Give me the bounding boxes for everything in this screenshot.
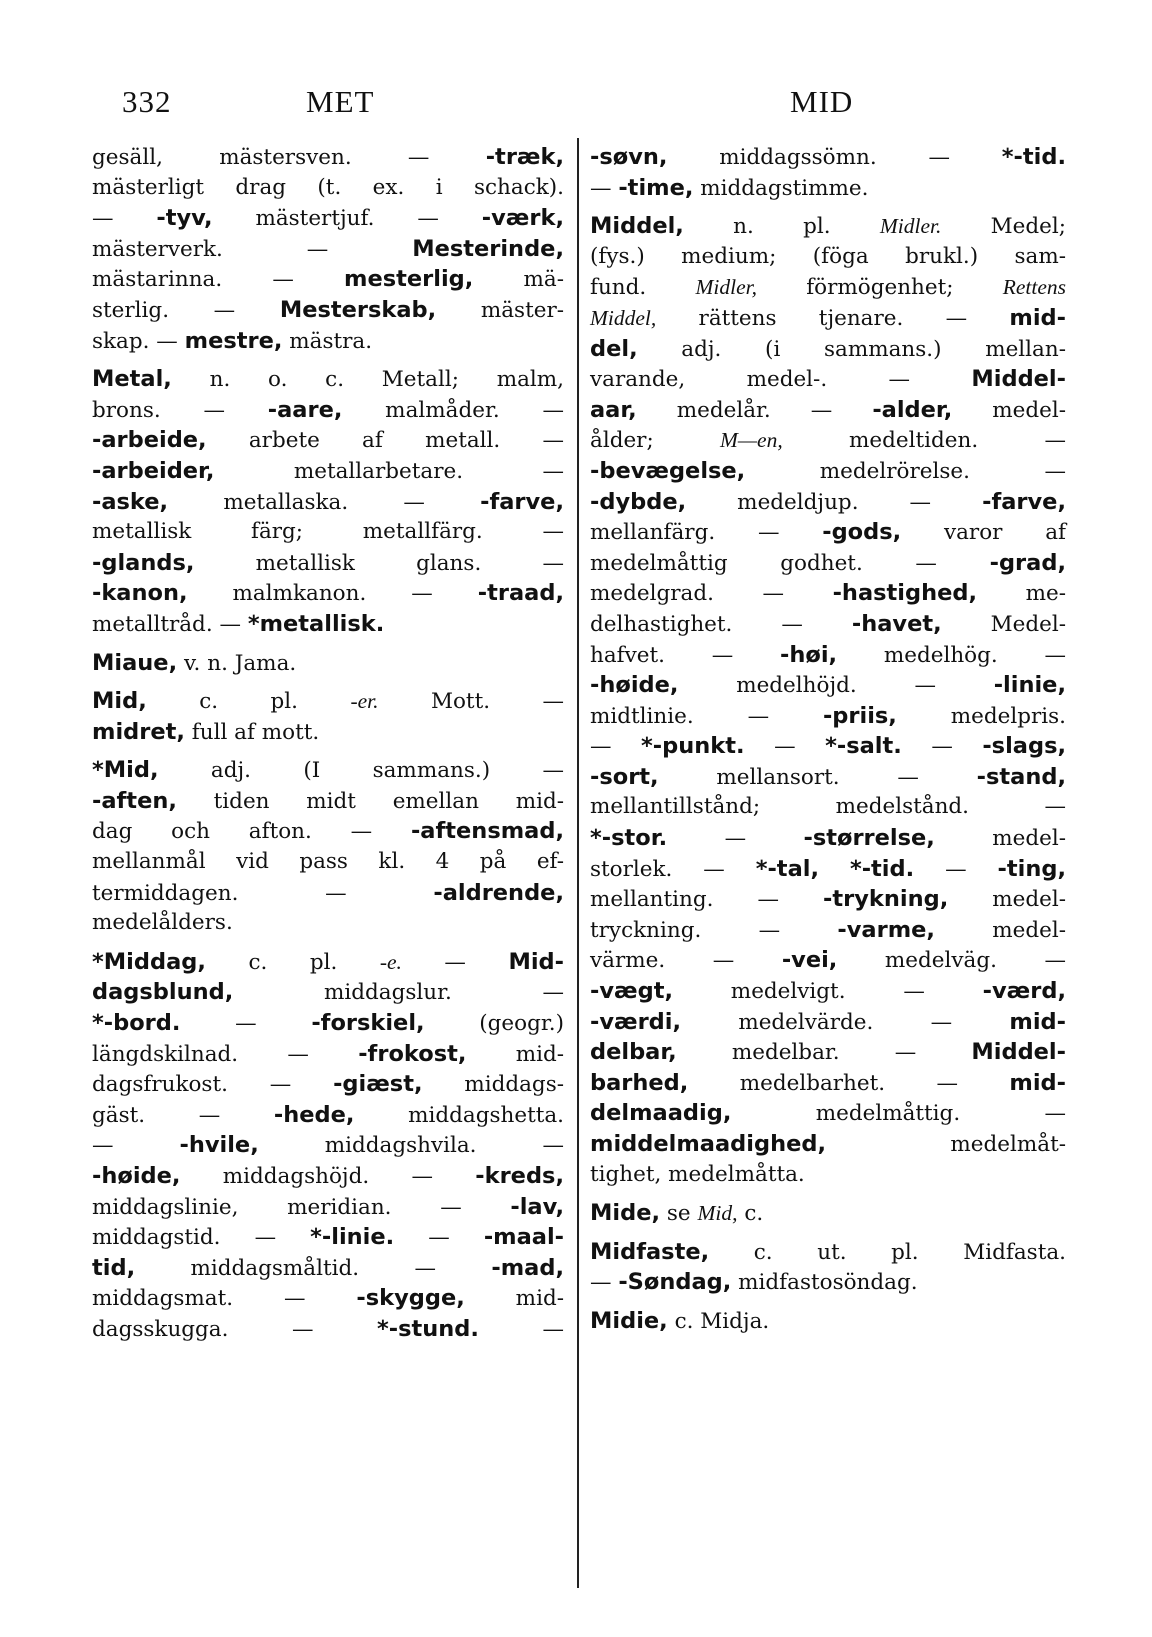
definition-text: — bbox=[92, 206, 157, 232]
headword: *Middag, bbox=[92, 948, 206, 975]
dictionary-line bbox=[590, 334, 1066, 365]
dictionary-line bbox=[92, 1253, 564, 1284]
definition-text: adj. (i sammans.) mellan- bbox=[637, 336, 1066, 362]
headword: -tyv, bbox=[156, 205, 213, 232]
definition-text: c. bbox=[737, 1201, 764, 1227]
definition-text: — bbox=[744, 734, 826, 760]
dictionary-line bbox=[92, 578, 564, 609]
dictionary-line bbox=[590, 1007, 1066, 1038]
dictionary-line bbox=[92, 548, 564, 579]
definition-text: gesäll, mästersven. — bbox=[92, 145, 486, 170]
headword: -giæst, bbox=[333, 1071, 423, 1098]
definition-text: malmåder. — bbox=[342, 397, 564, 423]
headword: -farve, bbox=[982, 488, 1066, 515]
definition-text: medel- bbox=[934, 917, 1066, 943]
dictionary-line bbox=[590, 303, 1066, 334]
definition-text: brons. — bbox=[92, 397, 268, 423]
headword: Mid, bbox=[92, 688, 147, 715]
definition-text: termiddagen. — bbox=[92, 880, 434, 906]
dictionary-line bbox=[590, 945, 1066, 976]
dictionary-line bbox=[92, 816, 564, 847]
headword: -arbeide, bbox=[92, 427, 207, 454]
headword: -linie, bbox=[993, 672, 1066, 699]
dictionary-line bbox=[92, 786, 564, 817]
dictionary-line bbox=[92, 977, 564, 1008]
dictionary-line bbox=[92, 425, 564, 456]
dictionary-line bbox=[92, 908, 564, 939]
dictionary-line bbox=[590, 823, 1066, 854]
definition-text: c. ut. pl. Midfasta. bbox=[709, 1239, 1066, 1265]
dictionary-line bbox=[92, 295, 564, 326]
definition-text: mästra. bbox=[282, 328, 373, 354]
headword: -trykning, bbox=[823, 886, 949, 913]
italic-text: Midler, bbox=[695, 275, 757, 300]
headword: mid- bbox=[1009, 1008, 1066, 1035]
dictionary-line bbox=[92, 1161, 564, 1192]
dictionary-line bbox=[590, 211, 1066, 242]
definition-text: metalltråd. — bbox=[92, 611, 248, 637]
headword: -vægt, bbox=[590, 978, 673, 1005]
headword: -vei, bbox=[781, 947, 838, 974]
definition-text: medel- bbox=[934, 826, 1066, 852]
headword: dagsblund, bbox=[92, 979, 234, 1006]
headword: -sort, bbox=[590, 763, 659, 790]
headword: -skygge, bbox=[356, 1285, 465, 1312]
definition-text: medelvärde. — bbox=[681, 1009, 1010, 1035]
definition-text: medelbar. — bbox=[676, 1040, 972, 1066]
definition-text: mästarinna. — bbox=[92, 267, 345, 293]
definition-text: middagshetta. bbox=[354, 1102, 564, 1128]
dictionary-line bbox=[92, 142, 564, 173]
definition-text: mellansort. — bbox=[658, 764, 977, 790]
dictionary-line bbox=[92, 264, 564, 295]
dictionary-line bbox=[92, 234, 564, 265]
headword: -høi, bbox=[780, 641, 838, 668]
headword: -priis, bbox=[822, 702, 897, 729]
definition-text: adj. (I sammans.) — bbox=[158, 758, 564, 784]
definition-text: hafvet. — bbox=[590, 642, 781, 668]
definition-text: — bbox=[180, 1011, 312, 1037]
dictionary-line bbox=[590, 1237, 1066, 1268]
column-divider bbox=[577, 138, 579, 1588]
dictionary-line bbox=[590, 1306, 1066, 1337]
headword: Midfaste, bbox=[590, 1238, 710, 1265]
headword: -mad, bbox=[491, 1254, 564, 1281]
headword: Metal, bbox=[92, 366, 172, 393]
dictionary-line bbox=[590, 854, 1066, 885]
headword: -kanon, bbox=[92, 580, 188, 607]
headword: Midie, bbox=[590, 1307, 668, 1334]
definition-text: (geogr.) bbox=[424, 1011, 565, 1037]
definition-text: metallaska. — bbox=[168, 489, 481, 515]
headword: Mesterinde, bbox=[412, 235, 564, 262]
definition-text: medelhöjd. — bbox=[678, 673, 994, 699]
italic-text: Middel, bbox=[590, 305, 657, 330]
dictionary-line bbox=[590, 792, 1066, 823]
headword: barhed, bbox=[590, 1069, 689, 1096]
dictionary-line bbox=[590, 1129, 1066, 1160]
definition-text: malmkanon. — bbox=[187, 581, 478, 607]
dictionary-line bbox=[590, 242, 1066, 273]
definition-text: middagsmat. — bbox=[92, 1286, 357, 1312]
definition-text: — bbox=[394, 1225, 484, 1251]
definition-text: me- bbox=[977, 581, 1066, 607]
dictionary-line bbox=[590, 548, 1066, 579]
definition-text: medeltiden. — bbox=[782, 428, 1066, 454]
definition-text: (fys.) medium; (föga brukl.) sam- bbox=[590, 243, 1066, 269]
dictionary-line bbox=[92, 878, 564, 909]
italic-text: -e. bbox=[379, 949, 402, 974]
definition-text: Medel; bbox=[941, 214, 1066, 240]
dictionary-line bbox=[590, 1068, 1066, 1099]
definition-text: tighet, medelmåtta. bbox=[590, 1161, 805, 1187]
headword: -kreds, bbox=[475, 1163, 564, 1189]
definition-text: metallarbetare. — bbox=[214, 458, 564, 484]
definition-text: dagsfrukost. — bbox=[92, 1072, 334, 1098]
definition-text: storlek. — bbox=[590, 856, 756, 882]
definition-text: middags- bbox=[422, 1072, 564, 1098]
definition-text: medeldjup. — bbox=[686, 489, 983, 515]
headword: mesterlig, bbox=[344, 266, 474, 293]
right-guide-word: MID bbox=[790, 84, 854, 119]
definition-text: medelgrad. — bbox=[590, 581, 833, 607]
definition-text: sterlig. — bbox=[92, 297, 280, 323]
headword: mid- bbox=[1009, 304, 1066, 331]
headword: -maal- bbox=[483, 1224, 565, 1251]
definition-text: c. pl. bbox=[205, 949, 380, 975]
dictionary-line bbox=[590, 1267, 1066, 1298]
dictionary-line bbox=[590, 1198, 1066, 1229]
dictionary-line bbox=[590, 1098, 1066, 1129]
definition-text: c. Midja. bbox=[667, 1308, 770, 1334]
definition-text: mid- bbox=[466, 1041, 564, 1067]
definition-text: middagslinie, meridian. — bbox=[92, 1194, 511, 1220]
headword: -søvn, bbox=[590, 144, 668, 170]
headword: -høide, bbox=[590, 672, 679, 699]
definition-text: middagssömn. — bbox=[667, 145, 1002, 170]
definition-text: medelhög. — bbox=[837, 642, 1066, 668]
dictionary-line bbox=[92, 326, 564, 357]
definition-text: mästerverk. — bbox=[92, 236, 413, 262]
headword: Mesterskab, bbox=[279, 296, 437, 323]
definition-text: mästerligt drag (t. ex. i schack). bbox=[92, 174, 564, 200]
headword: Middel- bbox=[971, 366, 1066, 393]
headword: del, bbox=[590, 335, 638, 362]
dictionary-line bbox=[92, 686, 564, 717]
definition-text: medelmåttig godhet. — bbox=[590, 550, 990, 576]
headword: Middel- bbox=[971, 1039, 1066, 1066]
definition-text: n. pl. bbox=[683, 214, 880, 240]
definition-text: tiden midt emellan mid- bbox=[176, 788, 564, 814]
definition-text: arbete af metall. — bbox=[206, 428, 564, 454]
definition-text: mästertjuf. — bbox=[212, 206, 482, 232]
headword: *Mid, bbox=[92, 757, 159, 784]
definition-text: medelår. — bbox=[636, 397, 873, 423]
headword: *metallisk. bbox=[247, 610, 385, 637]
dictionary-line bbox=[92, 1069, 564, 1100]
headword: -aare, bbox=[267, 396, 343, 423]
definition-text: — bbox=[914, 856, 998, 882]
headword: -frokost, bbox=[358, 1040, 467, 1067]
dictionary-line bbox=[92, 456, 564, 487]
definition-text: medelpris. bbox=[896, 703, 1066, 729]
dictionary-line bbox=[590, 578, 1066, 609]
definition-text: medelmåt- bbox=[826, 1132, 1066, 1157]
definition-text: tryckning. — bbox=[590, 917, 838, 943]
definition-text: — bbox=[478, 1316, 564, 1342]
dictionary-line bbox=[92, 173, 564, 204]
definition-text: medel- bbox=[948, 887, 1066, 913]
headword: aar, bbox=[590, 396, 637, 423]
definition-text: n. o. c. Metall; malm, bbox=[171, 367, 564, 393]
definition-text: — bbox=[590, 1270, 619, 1296]
definition-text: — bbox=[667, 826, 804, 852]
headword: *-tal, bbox=[755, 855, 820, 882]
dictionary-line bbox=[590, 272, 1066, 303]
dictionary-line bbox=[92, 364, 564, 395]
italic-text: Rettens bbox=[1002, 275, 1066, 300]
dictionary-line bbox=[92, 1314, 564, 1345]
dictionary-line bbox=[92, 1039, 564, 1070]
dictionary-line bbox=[92, 1100, 564, 1131]
headword: -værd, bbox=[982, 978, 1066, 1005]
definition-text: gäst. — bbox=[92, 1102, 274, 1128]
dictionary-line bbox=[590, 395, 1066, 426]
headword: mestre, bbox=[184, 327, 283, 354]
definition-text: ålder; bbox=[590, 428, 721, 454]
dictionary-line bbox=[92, 648, 564, 679]
definition-text: v. n. Jama. bbox=[177, 650, 297, 676]
headword: *-tid. bbox=[1001, 144, 1066, 170]
running-header bbox=[90, 84, 1080, 130]
definition-text: Medel- bbox=[941, 611, 1066, 637]
headword: -farve, bbox=[480, 488, 564, 515]
dictionary-line bbox=[590, 762, 1066, 793]
headword: -bevægelse, bbox=[590, 457, 746, 484]
definition-text: längdskilnad. — bbox=[92, 1041, 359, 1067]
headword: Middel, bbox=[590, 213, 684, 240]
dictionary-line bbox=[92, 1283, 564, 1314]
headword: -værdi, bbox=[590, 1008, 682, 1035]
definition-text: mellanmål vid pass kl. 4 på ef- bbox=[92, 849, 564, 875]
headword: -høide, bbox=[92, 1163, 181, 1189]
headword: *-stor. bbox=[590, 825, 668, 852]
dictionary-line bbox=[92, 1130, 564, 1161]
definition-text: medelvigt. — bbox=[673, 979, 983, 1005]
dictionary-line bbox=[590, 364, 1066, 395]
definition-text: värme. — bbox=[590, 948, 782, 974]
headword: delmaadig, bbox=[590, 1100, 732, 1127]
definition-text: dag och afton. — bbox=[92, 819, 411, 845]
dictionary-line bbox=[590, 976, 1066, 1007]
definition-text: medelmåttig. — bbox=[731, 1101, 1066, 1127]
headword: -aftensmad, bbox=[410, 818, 564, 845]
headword: -Søndag, bbox=[618, 1269, 732, 1296]
definition-text: metallisk glans. — bbox=[194, 550, 564, 576]
definition-text: dagsskugga. — bbox=[92, 1316, 378, 1342]
headword: -alder, bbox=[872, 396, 953, 423]
definition-text bbox=[819, 857, 850, 882]
dictionary-line bbox=[590, 915, 1066, 946]
dictionary-line bbox=[92, 755, 564, 786]
dictionary-line bbox=[92, 717, 564, 748]
headword: -forskiel, bbox=[311, 1010, 425, 1037]
definition-text: c. pl. bbox=[146, 689, 351, 715]
definition-text: middagsmåltid. — bbox=[135, 1255, 492, 1281]
definition-text: rättens tjenare. — bbox=[656, 305, 1010, 331]
dictionary-line bbox=[92, 947, 564, 978]
headword: -time, bbox=[618, 174, 694, 201]
headword: -ting, bbox=[997, 855, 1066, 882]
page-number: 332 bbox=[122, 84, 172, 119]
headword: *-linie. bbox=[310, 1224, 395, 1251]
definition-text: mä- bbox=[473, 267, 564, 293]
headword: -traad, bbox=[477, 580, 564, 607]
headword: -arbeider, bbox=[92, 457, 215, 484]
headword: *-stund. bbox=[377, 1315, 479, 1342]
dictionary-line bbox=[92, 1222, 564, 1253]
definition-text: medelålders. bbox=[92, 910, 233, 936]
definition-text: metallisk färg; metallfärg. — bbox=[92, 519, 564, 545]
headword: middelmaadighed, bbox=[590, 1131, 827, 1157]
definition-text: mäster- bbox=[436, 297, 564, 323]
dictionary-line bbox=[92, 517, 564, 548]
definition-text: middagstid. — bbox=[92, 1225, 311, 1251]
dictionary-line bbox=[590, 609, 1066, 640]
dictionary-line bbox=[590, 456, 1066, 487]
headword: -slags, bbox=[982, 733, 1067, 760]
dictionary-line bbox=[590, 173, 1066, 204]
definition-text: mellanfärg. — bbox=[590, 520, 823, 546]
headword: *-bord. bbox=[92, 1010, 181, 1037]
headword: tid, bbox=[92, 1254, 136, 1281]
definition-text: medelväg. — bbox=[837, 948, 1066, 974]
headword: -grad, bbox=[989, 549, 1066, 576]
dictionary-line bbox=[590, 640, 1066, 671]
italic-text: -er. bbox=[350, 689, 379, 714]
headword: delbar, bbox=[590, 1039, 677, 1066]
dictionary-line bbox=[92, 609, 564, 640]
definition-text: midfastosöndag. bbox=[731, 1270, 918, 1296]
headword: Miaue, bbox=[92, 649, 178, 676]
italic-text: Mid, bbox=[697, 1201, 738, 1226]
dictionary-line bbox=[92, 395, 564, 426]
headword: midret, bbox=[92, 718, 185, 745]
right-column bbox=[590, 142, 1066, 1337]
dictionary-line bbox=[92, 847, 564, 878]
definition-text: skap. — bbox=[92, 328, 185, 354]
headword: -aldrende, bbox=[433, 879, 564, 906]
definition-text: förmögenhet; bbox=[756, 275, 1003, 301]
dictionary-line bbox=[590, 517, 1066, 548]
headword: *-punkt. bbox=[641, 733, 745, 760]
definition-text: middagstimme. bbox=[693, 175, 869, 201]
dictionary-line bbox=[590, 670, 1066, 701]
headword: -træk, bbox=[485, 144, 564, 170]
dictionary-line bbox=[590, 731, 1066, 762]
definition-text: middagshöjd. — bbox=[180, 1164, 476, 1189]
definition-text: se bbox=[660, 1201, 698, 1227]
left-column bbox=[92, 142, 564, 1345]
dictionary-line bbox=[590, 425, 1066, 456]
headword: -værk, bbox=[481, 205, 564, 232]
definition-text: varande, medel-. — bbox=[590, 367, 972, 393]
definition-text: mellantillstånd; medelstånd. — bbox=[590, 794, 1066, 820]
definition-text: medelbarhet. — bbox=[688, 1070, 1010, 1096]
italic-text: Midler. bbox=[879, 214, 942, 239]
left-guide-word: MET bbox=[306, 84, 375, 119]
italic-text: M—en, bbox=[720, 428, 783, 453]
dictionary-line bbox=[590, 142, 1066, 173]
headword: *-tid. bbox=[849, 855, 915, 882]
definition-text: medel- bbox=[952, 397, 1067, 423]
definition-text: delhastighet. — bbox=[590, 611, 852, 637]
headword: -glands, bbox=[92, 549, 195, 576]
headword: -aften, bbox=[92, 787, 177, 814]
definition-text: — bbox=[901, 734, 983, 760]
dictionary-line bbox=[92, 203, 564, 234]
headword: mid- bbox=[1009, 1069, 1066, 1096]
headword: -hastighed, bbox=[832, 580, 978, 607]
definition-text: — bbox=[590, 734, 642, 760]
headword: Mid- bbox=[508, 948, 564, 975]
headword: -hede, bbox=[273, 1101, 355, 1128]
headword: -hvile, bbox=[179, 1132, 259, 1159]
headword: *-salt. bbox=[825, 733, 902, 760]
dictionary-line bbox=[92, 487, 564, 518]
dictionary-line bbox=[590, 884, 1066, 915]
headword: -lav, bbox=[510, 1193, 564, 1220]
dictionary-line bbox=[92, 1008, 564, 1039]
definition-text: middagslur. — bbox=[233, 980, 564, 1006]
definition-text: Mott. — bbox=[378, 689, 564, 715]
definition-text: varor af bbox=[901, 520, 1066, 546]
definition-text: mid- bbox=[464, 1286, 564, 1312]
definition-text: middagshvila. — bbox=[258, 1133, 564, 1159]
headword: -varme, bbox=[837, 916, 935, 943]
definition-text: — bbox=[401, 949, 509, 975]
dictionary-line bbox=[590, 487, 1066, 518]
definition-text: full af mott. bbox=[184, 719, 320, 745]
definition-text: fund. bbox=[590, 275, 696, 301]
headword: -stand, bbox=[976, 763, 1066, 790]
headword: -gods, bbox=[822, 519, 902, 546]
headword: -størrelse, bbox=[803, 825, 935, 852]
dictionary-line bbox=[590, 701, 1066, 732]
headword: -dybde, bbox=[590, 488, 687, 515]
headword: -havet, bbox=[851, 610, 942, 637]
definition-text: — bbox=[590, 175, 619, 201]
definition-text: midtlinie. — bbox=[590, 703, 823, 729]
dictionary-line bbox=[590, 1037, 1066, 1068]
definition-text: mellanting. — bbox=[590, 887, 824, 913]
dictionary-line bbox=[590, 1160, 1066, 1191]
definition-text: medelrörelse. — bbox=[745, 458, 1066, 484]
dictionary-line bbox=[92, 1192, 564, 1223]
headword: Mide, bbox=[590, 1200, 661, 1227]
definition-text: — bbox=[92, 1133, 180, 1159]
headword: -aske, bbox=[92, 488, 169, 515]
